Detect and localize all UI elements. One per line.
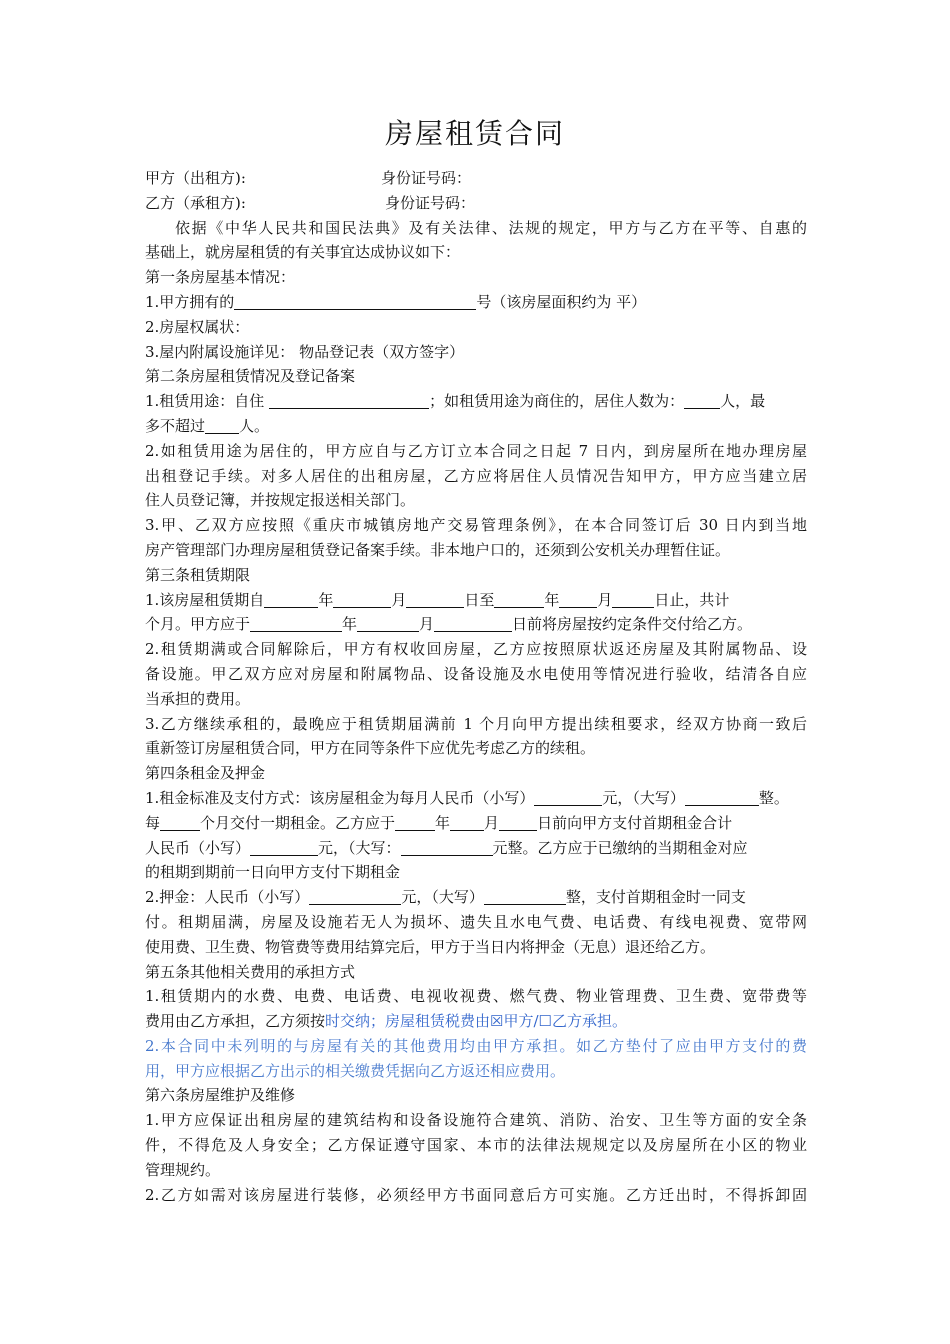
text: 整，支付首期租金时一同支 — [565, 888, 746, 907]
blank-field — [534, 788, 602, 806]
article-4-line-2 — [145, 811, 807, 836]
party-b-id-label: 身份证号码： — [385, 193, 476, 212]
blank-field — [685, 788, 759, 806]
text: 日前向甲方支付首期租金合计 — [537, 813, 733, 832]
party-a-label: 甲方（出租方): — [145, 169, 246, 187]
article-4-line-4: 的租期到期前一日向甲方支付下期租金 — [145, 863, 401, 882]
blank-field — [484, 887, 566, 905]
blank-field — [559, 590, 597, 608]
article-3-item-1-line-1 — [145, 588, 807, 613]
highlighted-text: 时交纳；房屋租赁税费由☒甲方/☐乙方承担。 — [325, 1012, 627, 1031]
text: 日止，共计 — [654, 590, 730, 609]
blank-field — [499, 813, 537, 831]
text: 元，（大写： — [318, 838, 401, 857]
text: 1.租金标准及支付方式：该房屋租金为每月人民币（小写） — [145, 788, 535, 807]
article-4-line-6: 付。租期届满，房屋及设施若无人为损坏、遗失且水电气费、电话费、有线电视费、宽带网 — [145, 912, 807, 931]
blank-field — [357, 614, 419, 632]
text: 1.甲方拥有的 — [145, 292, 235, 311]
text: 1.该房屋租赁期自 — [145, 590, 265, 609]
article-3-item-2-line-3: 当承担的费用。 — [145, 689, 251, 708]
text: 费用由乙方承担，乙方须按 — [145, 1012, 326, 1031]
article-3-item-1-line-2 — [145, 612, 807, 637]
article-5-line-2 — [145, 1009, 807, 1034]
article-3-item-2-line-2: 备设施。甲乙双方应对房屋和附属物品、设备设施及水电使用等情况进行验收，结清各自应 — [145, 664, 807, 683]
text: 2.押金：人民币（小写） — [145, 888, 310, 907]
article-6-item-1-line-2: 件，不得危及人身安全；乙方保证遵守国家、本市的法律法规规定以及房屋所在小区的物业 — [145, 1136, 807, 1155]
text: 每 — [145, 813, 161, 832]
article-6-heading: 第六条房屋维护及维修 — [145, 1086, 296, 1105]
blank-field — [250, 614, 342, 632]
article-4-heading: 第四条租金及押金 — [145, 764, 266, 783]
article-4-line-3 — [145, 836, 807, 861]
text: ；如租赁用途为商住的，居住人数为： — [429, 392, 685, 411]
text: 整。 — [758, 788, 789, 807]
article-6-item-1-line-3: 管理规约。 — [145, 1160, 221, 1179]
intro-line-2: 基础上，就房屋租赁的有关事宜达成协议如下： — [145, 243, 461, 262]
article-5-line-3: 2.本合同中未列明的与房屋有关的其他费用均由甲方承担。如乙方垫付了应由甲方支付的费 — [145, 1036, 807, 1055]
blank-field — [434, 614, 512, 632]
party-b-label: 乙方（承租方): — [145, 193, 246, 212]
article-2-item-1-line-2 — [145, 414, 807, 439]
contract-body — [145, 166, 807, 1207]
text: 年 — [435, 813, 451, 832]
party-b-line — [145, 191, 807, 216]
text: 年 — [342, 615, 358, 634]
text: 号（该房屋面积约为 平） — [476, 292, 647, 311]
text: 元整。乙方应于已缴纳的当期租金对应 — [492, 838, 748, 857]
text: 元，（大写） — [602, 788, 685, 807]
blank-field — [309, 887, 401, 905]
text: 年 — [318, 590, 334, 609]
article-2-item-2-line-3: 住人员登记簿，并按规定报送相关部门。 — [145, 491, 416, 510]
party-a-line — [145, 166, 807, 191]
article-5-line-1: 1.租赁期内的水费、电费、电话费、电视收视费、燃气费、物业管理费、卫生费、宽带费等 — [145, 987, 807, 1006]
text: 多不超过 — [145, 416, 206, 435]
blank-field — [450, 813, 484, 831]
text: 人民币（小写） — [145, 838, 251, 857]
article-1-heading: 第一条房屋基本情况： — [145, 268, 296, 287]
blank-field — [250, 838, 318, 856]
article-3-item-2-line-1: 2.租赁期满或合同解除后，甲方有权收回房屋，乙方应按照原状返还房屋及其附属物品、设 — [145, 640, 807, 659]
text: 元，（大写） — [401, 888, 484, 907]
article-6-item-2-line-1: 2.乙方如需对该房屋进行装修，必须经甲方书面同意后方可实施。乙方迁出时，不得拆卸固 — [145, 1185, 807, 1204]
blank-field — [333, 590, 391, 608]
text: 个月。甲方应于 — [145, 615, 251, 634]
intro-line-1: 依据《中华人民共和国民法典》及有关法律、法规的规定，甲方与乙方在平等、自惠的 — [175, 218, 807, 237]
article-2-item-2-line-2: 出租登记手续。对多人居住的出租房屋，乙方应将居住人员情况告知甲方，甲方应当建立居 — [145, 466, 807, 485]
blank-field — [395, 813, 435, 831]
article-5-heading: 第五条其他相关费用的承担方式 — [145, 962, 356, 981]
blank-field — [684, 391, 720, 409]
article-2-item-3-line-1: 3.甲、乙双方应按照《重庆市城镇房地产交易管理条例》，在本合同签订后 30 日内到当地 — [145, 516, 807, 535]
text: 月 — [484, 813, 500, 832]
article-1-item-1 — [145, 290, 807, 315]
article-3-item-3-line-1: 3.乙方继续承租的，最晚应于租赁期届满前 1 个月向甲方提出续租要求，经双方协商一致后 — [145, 714, 807, 733]
text: 个月交付一期租金。乙方应于 — [200, 813, 396, 832]
article-4-line-1 — [145, 786, 807, 811]
text: 人。 — [239, 416, 270, 435]
article-2-heading: 第二条房屋租赁情况及登记备案 — [145, 367, 356, 386]
text: 月 — [391, 590, 407, 609]
blank-field — [401, 838, 493, 856]
text: 日至 — [464, 590, 495, 609]
article-2-item-2-line-1: 2.如租赁用途为居住的，甲方应自与乙方订立本合同之日起 7 日内，到房屋所在地办理房屋 — [145, 441, 807, 460]
text: 月 — [597, 590, 613, 609]
blank-field — [269, 391, 429, 409]
blank-field — [612, 590, 654, 608]
text: 月 — [419, 615, 435, 634]
article-3-heading: 第三条租赁期限 — [145, 565, 251, 584]
blank-field — [406, 590, 464, 608]
article-4-line-7: 使用费、卫生费、物管费等费用结算完后，甲方于当日内将押金（无息）退还给乙方。 — [145, 937, 716, 956]
blank-field — [205, 416, 239, 434]
article-2-item-1-line-1 — [145, 389, 807, 414]
blank-field — [264, 590, 318, 608]
article-1-item-3: 3.屋内附属设施详见： 物品登记表（双方签字） — [145, 342, 465, 361]
text: 日前将房屋按约定条件交付给乙方。 — [512, 615, 753, 634]
article-4-line-5 — [145, 885, 807, 910]
blank-field — [494, 590, 544, 608]
text: 年 — [544, 590, 560, 609]
text: 人，最 — [720, 392, 766, 411]
blank-field — [234, 292, 476, 310]
article-6-item-1-line-1: 1.甲方应保证出租房屋的建筑结构和设备设施符合建筑、消防、治安、卫生等方面的安全条 — [145, 1111, 807, 1130]
text: 1.租赁用途：自住 — [145, 392, 270, 411]
article-3-item-3-line-2: 重新签订房屋租赁合同，甲方在同等条件下应优先考虑乙方的续租。 — [145, 739, 596, 758]
article-5-line-4: 用，甲方应根据乙方出示的相关缴费凭据向乙方返还相应费用。 — [145, 1061, 566, 1080]
blank-field — [160, 813, 200, 831]
article-1-item-2: 2.房屋权属状： — [145, 317, 250, 336]
party-a-id-label: 身份证号码： — [381, 169, 472, 187]
article-2-item-3-line-2: 房产管理部门办理房屋租赁登记备案手续。非本地户口的，还须到公安机关办理暂住证。 — [145, 540, 731, 559]
document-title: 房屋租赁合同 — [384, 117, 565, 150]
